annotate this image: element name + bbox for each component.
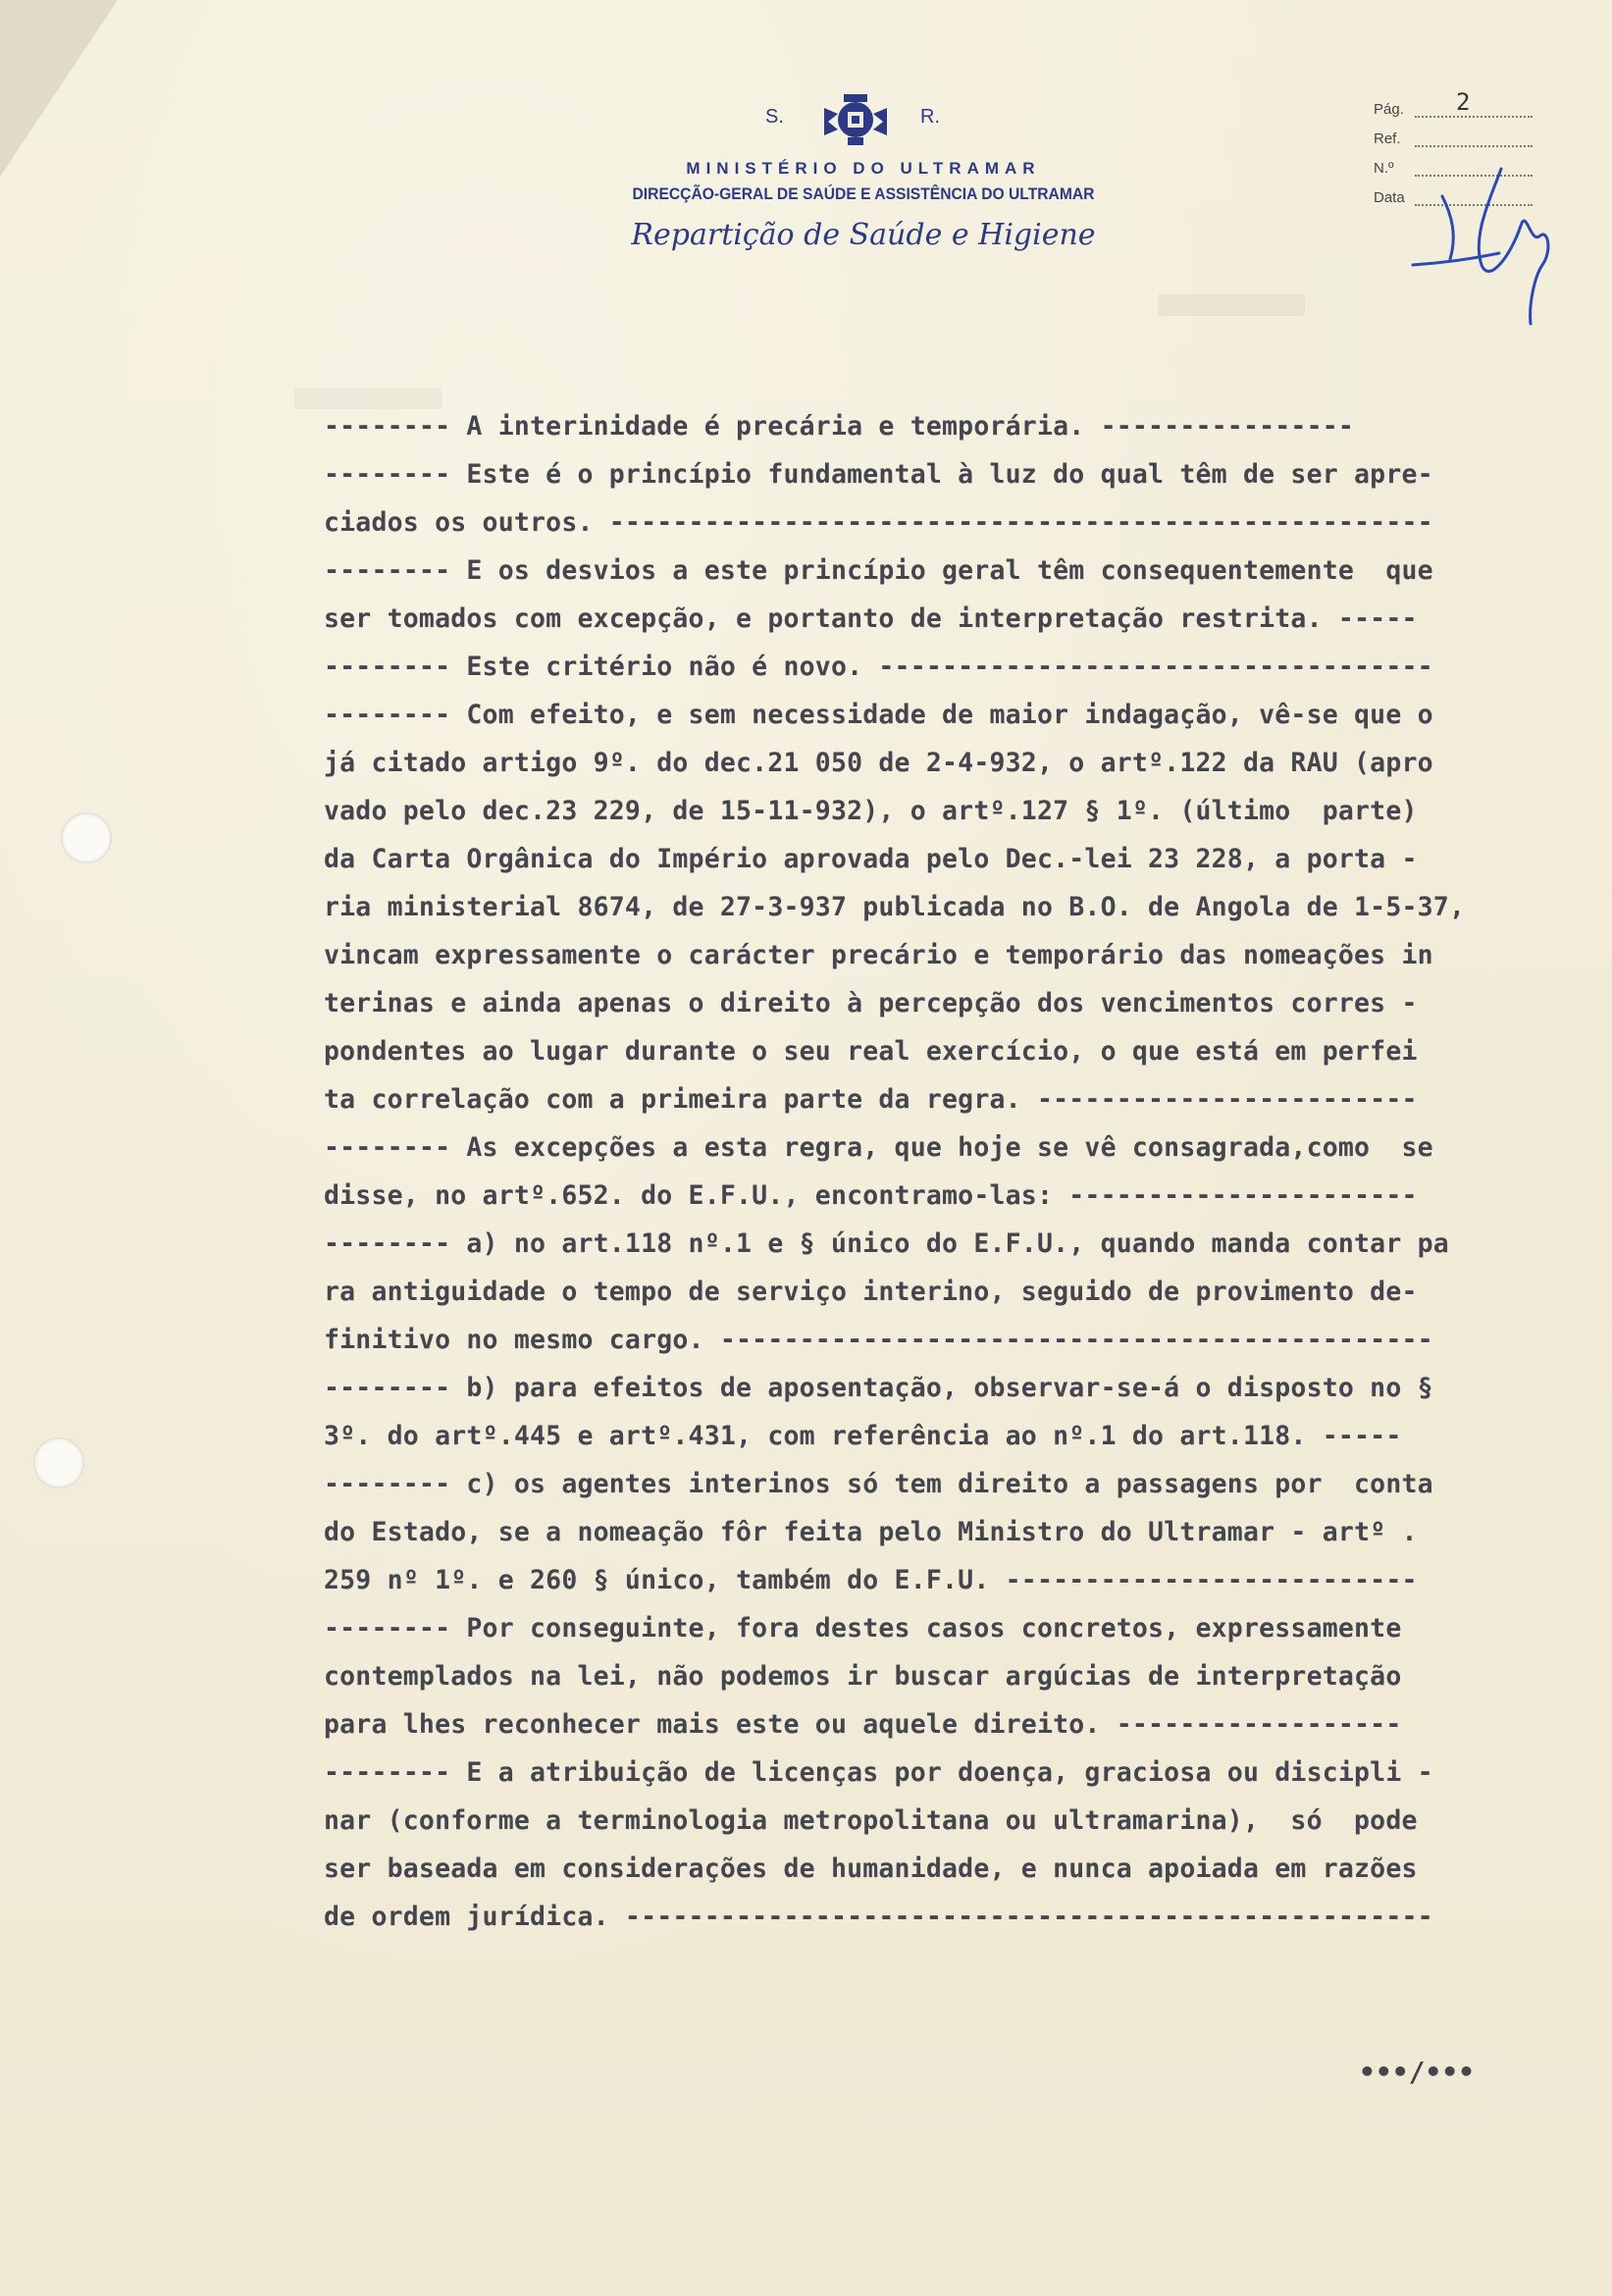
text-line: -------- E a atribuição de licenças por doença, graciosa ou discipli - bbox=[324, 1757, 1433, 1788]
ref-row bbox=[1374, 118, 1533, 147]
ministry-name: MINISTÉRIO DO ULTRAMAR bbox=[686, 159, 1041, 178]
ref-label: Ref. bbox=[1374, 130, 1401, 147]
folded-corner bbox=[0, 0, 118, 177]
handwritten-initials bbox=[1374, 157, 1570, 334]
text-line: ser tomados com excepção, e portanto de interpretação restrita. ----- bbox=[324, 603, 1418, 634]
continuation-mark: •••/••• bbox=[1359, 2056, 1476, 2088]
text-line: ra antiguidade o tempo de serviço interino, seguido de provimento de- bbox=[324, 1277, 1418, 1307]
text-line: ria ministerial 8674, de 27-3-937 publicada no B.O. de Angola de 1-5-37, bbox=[324, 892, 1466, 922]
coat-of-arms-icon bbox=[814, 88, 897, 151]
text-line: -------- a) no art.118 nº.1 e § único do E.F.U., quando manda contar pa bbox=[324, 1228, 1449, 1259]
letterhead bbox=[608, 88, 1118, 252]
text-line: disse, no artº.652. do E.F.U., encontramo-las: ---------------------- bbox=[324, 1180, 1418, 1211]
text-line: -------- As excepções a esta regra, que hoje se vê consagrada,como se bbox=[324, 1132, 1433, 1163]
text-line: -------- E os desvios a este princípio geral têm consequentemente que bbox=[324, 555, 1433, 586]
punch-hole-bottom bbox=[33, 1437, 84, 1488]
text-line: pondentes ao lugar durante o seu real exercício, o que está em perfei bbox=[324, 1036, 1418, 1067]
text-line: ser baseada em considerações de humanidade, e nunca apoiada em razões bbox=[324, 1853, 1418, 1884]
pag-field bbox=[1415, 88, 1533, 118]
text-line: da Carta Orgânica do Império aprovada pelo Dec.-lei 23 228, a porta - bbox=[324, 844, 1418, 874]
letterhead-r: R. bbox=[920, 106, 940, 128]
body-text bbox=[324, 402, 1521, 1941]
direction-name: DIRECÇÃO-GERAL DE SAÚDE E ASSISTÊNCIA DO ULTRAMAR bbox=[632, 184, 1095, 203]
letterhead-s: S. bbox=[765, 106, 784, 128]
department-name: Repartição de Saúde e Higiene bbox=[631, 218, 1096, 252]
no-label: N.º bbox=[1374, 160, 1394, 177]
text-line: para lhes reconhecer mais este ou aquele direito. ------------------ bbox=[324, 1709, 1402, 1740]
page-number: 2 bbox=[1456, 88, 1471, 116]
text-line: do Estado, se a nomeação fôr feita pelo Ministro do Ultramar - artº . bbox=[324, 1517, 1418, 1547]
text-line: contemplados na lei, não podemos ir buscar argúcias de interpretação bbox=[324, 1661, 1402, 1692]
ref-field bbox=[1415, 128, 1533, 147]
text-line: vado pelo dec.23 229, de 15-11-932), o artº.127 § 1º. (último parte) bbox=[324, 796, 1418, 826]
text-line: -------- Por conseguinte, fora destes casos concretos, expressamente bbox=[324, 1613, 1402, 1644]
text-line: terinas e ainda apenas o direito à percepção dos vencimentos corres - bbox=[324, 988, 1418, 1018]
text-line: -------- Este critério não é novo. ----------------------------------- bbox=[324, 652, 1433, 682]
text-line: já citado artigo 9º. do dec.21 050 de 2-4-932, o artº.122 da RAU (apro bbox=[324, 748, 1433, 778]
text-line: -------- Este é o princípio fundamental à luz do qual têm de ser apre- bbox=[324, 459, 1433, 490]
text-line: ciados os outros. ---------------------------------------------------- bbox=[324, 507, 1433, 538]
text-line: -------- c) os agentes interinos só tem direito a passagens por conta bbox=[324, 1469, 1433, 1499]
text-line: finitivo no mesmo cargo. --------------------------------------------- bbox=[324, 1325, 1433, 1355]
text-line: ta correlação com a primeira parte da regra. ------------------------ bbox=[324, 1084, 1418, 1115]
text-line: nar (conforme a terminologia metropolitana ou ultramarina), só pode bbox=[324, 1805, 1418, 1836]
crest-row bbox=[608, 88, 1118, 157]
pag-row bbox=[1374, 88, 1533, 118]
pag-label: Pág. bbox=[1374, 101, 1404, 118]
stain bbox=[1158, 294, 1305, 316]
text-line: de ordem jurídica. --------------------------------------------------- bbox=[324, 1902, 1433, 1932]
punch-hole-top bbox=[61, 812, 112, 863]
text-line: -------- b) para efeitos de aposentação, observar-se-á o disposto no § bbox=[324, 1373, 1433, 1403]
text-line: 3º. do artº.445 e artº.431, com referência ao nº.1 do art.118. ----- bbox=[324, 1421, 1402, 1451]
text-line: -------- Com efeito, e sem necessidade de maior indagação, vê-se que o bbox=[324, 700, 1433, 730]
text-line: 259 nº 1º. e 260 § único, também do E.F.U. -------------------------- bbox=[324, 1565, 1418, 1595]
text-line: -------- A interinidade é precária e temporária. ---------------- bbox=[324, 411, 1355, 442]
data-label: Data bbox=[1374, 189, 1405, 206]
text-line: vincam expressamente o carácter precário e temporário das nomeações in bbox=[324, 940, 1433, 970]
